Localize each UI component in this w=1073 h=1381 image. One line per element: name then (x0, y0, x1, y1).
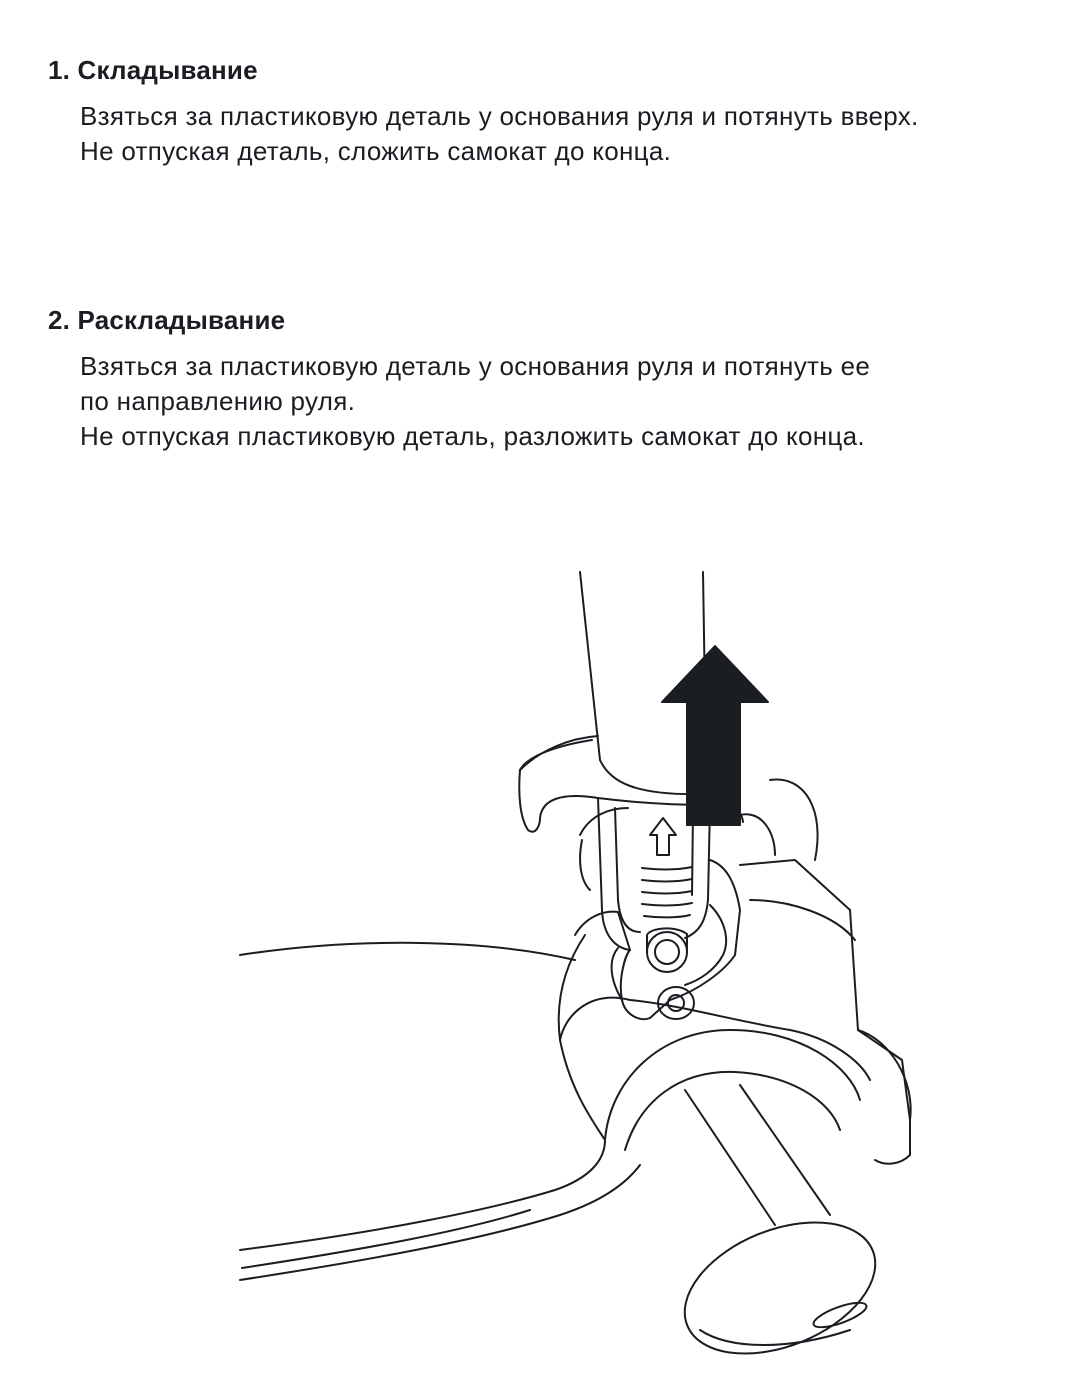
grip-lines (642, 867, 692, 917)
front-wheel-hub (811, 1298, 869, 1332)
scooter-folding-mechanism-illustration (230, 560, 930, 1370)
unfolding-line-2: по направлению руля. (80, 386, 356, 416)
hinge-bracket (575, 860, 740, 1019)
deck-groove (242, 1210, 530, 1268)
unfolding-line-3: Не отпуская пластиковую деталь, разложить самокат до конца. (80, 421, 865, 451)
hinge-bolt-inner (655, 940, 679, 964)
front-wheel-inner (700, 1330, 850, 1345)
tube-rear-bulge-2 (580, 840, 590, 890)
steering-tube-left (580, 572, 600, 760)
folding-line-2: Не отпуская деталь, сложить самокат до конца. (80, 136, 672, 166)
clamp-body-left (598, 798, 630, 950)
small-up-arrow-icon (650, 818, 676, 855)
front-housing-face (858, 1030, 910, 1120)
unfolding-heading: 2. Раскладывание (48, 305, 286, 335)
fork-leg-right (740, 1085, 830, 1215)
unfolding-section (48, 305, 1053, 454)
folding-instructions (80, 99, 1053, 169)
fork-leg-left (685, 1090, 775, 1225)
deck-top-edge (240, 943, 575, 960)
hinge-bolt-outer (647, 932, 687, 972)
fork-body (560, 998, 870, 1080)
deck-contour (240, 935, 605, 1250)
roller-right-inner (740, 814, 775, 855)
unfolding-line-1: Взяться за пластиковую деталь у основания руля и потянуть ее (80, 351, 871, 381)
pull-up-arrow-icon (662, 646, 768, 825)
roller-right (770, 780, 818, 860)
folding-section (48, 55, 1053, 169)
unfolding-instructions (80, 349, 1053, 454)
folding-line-1: Взяться за пластиковую деталь у основания руля и потянуть вверх. (80, 101, 919, 131)
fork-arch (605, 1030, 860, 1140)
folding-heading: 1. Складывание (48, 55, 258, 85)
deck-lower-edge (240, 1165, 640, 1280)
front-housing (740, 860, 911, 1164)
front-housing-edge (750, 900, 855, 940)
tube-rear-bulge (580, 808, 628, 835)
fork-inner-arch (625, 1072, 840, 1150)
lower-bolt-outer (658, 987, 694, 1019)
